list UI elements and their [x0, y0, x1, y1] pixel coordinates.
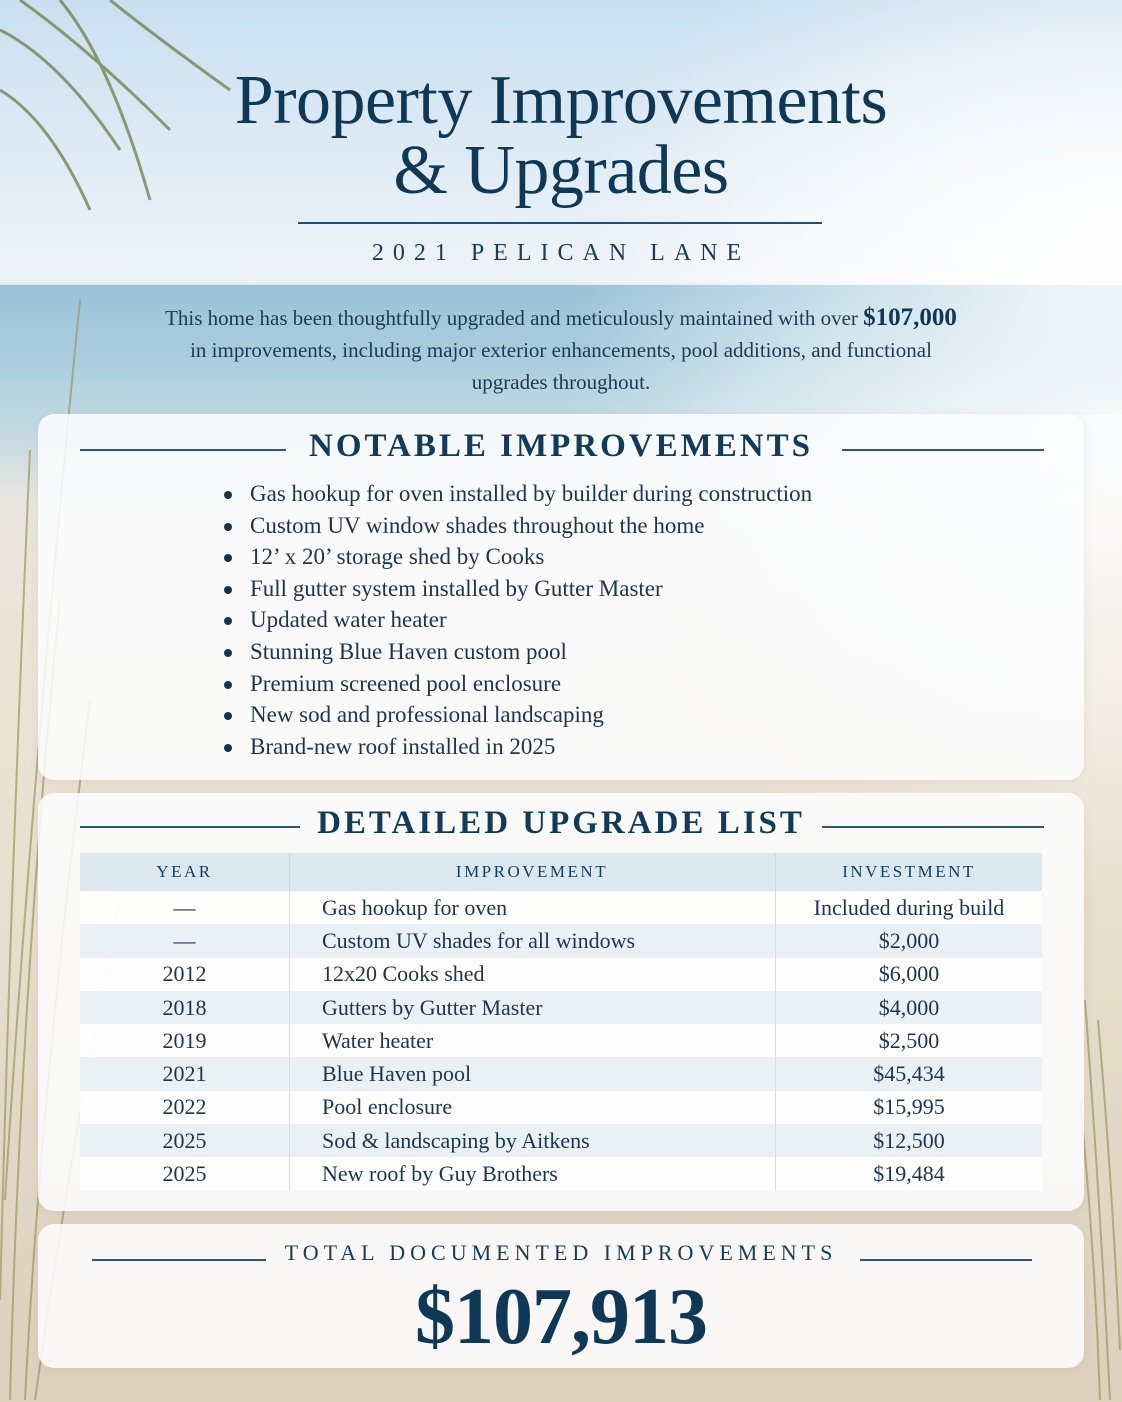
notable-heading: NOTABLE IMPROVEMENTS: [308, 428, 814, 464]
page-title: [0, 62, 1122, 209]
title-line-1: Property Improvements: [234, 62, 888, 139]
table-row: [80, 1091, 1042, 1124]
column-header-investment: INVESTMENT: [776, 853, 1043, 891]
list-item: Full gutter system installed by Gutter Master: [212, 573, 812, 605]
table-header-row: [80, 853, 1042, 891]
total-label: TOTAL DOCUMENTED IMPROVEMENTS: [284, 1240, 838, 1265]
notable-list: [212, 478, 812, 762]
cell-investment: $12,500: [776, 1124, 1043, 1157]
table-row: [80, 1057, 1042, 1090]
list-item: Premium screened pool enclosure: [212, 668, 812, 700]
list-item: Brand-new roof installed in 2025: [212, 731, 812, 763]
cell-improvement: New roof by Guy Brothers: [290, 1157, 776, 1190]
cell-year: —: [80, 924, 290, 957]
cell-year: 2025: [80, 1124, 290, 1157]
cell-year: —: [80, 891, 290, 924]
cell-improvement: Gutters by Gutter Master: [290, 991, 776, 1024]
cell-improvement: Custom UV shades for all windows: [290, 924, 776, 957]
cell-investment: $4,000: [776, 991, 1043, 1024]
table-row: [80, 924, 1042, 957]
cell-investment: $15,995: [776, 1091, 1043, 1124]
table-row: [80, 1124, 1042, 1157]
cell-improvement: Sod & landscaping by Aitkens: [290, 1124, 776, 1157]
table-row: [80, 1024, 1042, 1057]
column-header-year: YEAR: [80, 853, 290, 891]
list-item: Custom UV window shades throughout the home: [212, 510, 812, 542]
intro-text-before: This home has been thoughtfully upgraded and meticulously maintained with over: [165, 306, 864, 330]
cell-improvement: 12x20 Cooks shed: [290, 958, 776, 991]
intro-paragraph: [160, 302, 962, 398]
cell-investment: $2,500: [776, 1024, 1043, 1057]
cell-year: 2025: [80, 1157, 290, 1190]
cell-improvement: Pool enclosure: [290, 1091, 776, 1124]
cell-year: 2022: [80, 1091, 290, 1124]
cell-year: 2019: [80, 1024, 290, 1057]
table-row: [80, 958, 1042, 991]
table-row: [80, 991, 1042, 1024]
cell-investment: Included during build: [776, 891, 1043, 924]
heading-rule-right: [822, 826, 1044, 828]
list-item: New sod and professional landscaping: [212, 699, 812, 731]
table-row: [80, 891, 1042, 924]
cell-improvement: Blue Haven pool: [290, 1057, 776, 1090]
property-address: 2021 PELICAN LANE: [371, 240, 751, 266]
total-amount: $107,913: [415, 1273, 707, 1361]
cell-investment: $19,484: [776, 1157, 1043, 1190]
cell-year: 2018: [80, 991, 290, 1024]
cell-investment: $6,000: [776, 958, 1043, 991]
cell-improvement: Gas hookup for oven: [290, 891, 776, 924]
cell-year: 2021: [80, 1057, 290, 1090]
upgrade-table: [80, 853, 1042, 1191]
cell-investment: $2,000: [776, 924, 1043, 957]
title-divider: [298, 222, 822, 224]
list-item: Gas hookup for oven installed by builder during construction: [212, 478, 812, 510]
intro-text-after: in improvements, including major exterior enhancements, pool additions, and functional upgrades throughout.: [190, 338, 932, 394]
list-item: Updated water heater: [212, 604, 812, 636]
title-line-2: & Upgrades: [393, 132, 729, 209]
list-item: 12’ x 20’ storage shed by Cooks: [212, 541, 812, 573]
table-row: [80, 1157, 1042, 1190]
cell-improvement: Water heater: [290, 1024, 776, 1057]
column-header-improvement: IMPROVEMENT: [290, 853, 776, 891]
cell-investment: $45,434: [776, 1057, 1043, 1090]
cell-year: 2012: [80, 958, 290, 991]
intro-amount: $107,000: [863, 304, 957, 331]
heading-rule-right: [842, 449, 1044, 451]
list-item: Stunning Blue Haven custom pool: [212, 636, 812, 668]
upgrade-heading: DETAILED UPGRADE LIST: [317, 805, 805, 841]
